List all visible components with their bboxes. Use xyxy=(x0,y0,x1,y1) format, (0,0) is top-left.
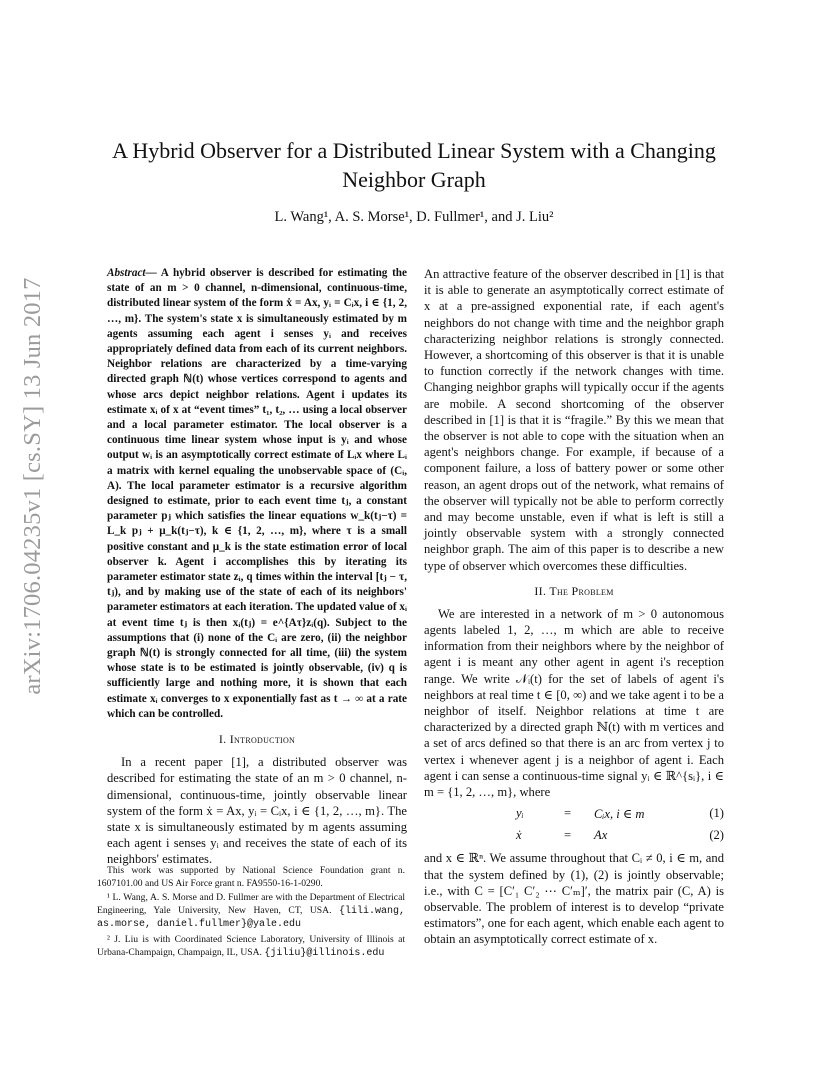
arxiv-watermark xyxy=(18,265,48,707)
equation-2-lhs: ẋ xyxy=(516,828,522,843)
author-list: L. Wang¹, A. S. Morse¹, D. Fullmer¹, and J. Liu² xyxy=(274,209,554,225)
problem-paragraph-continued: and x ∈ ℝⁿ. We assume throughout that Cᵢ ≠ 0, i ∈ m, and that the system defined by (1), (2) is jointly observable; i.e., with C = [C′₁ C′₂ ⋯ C′ₘ]′, the matrix pair (C, A) is observable. The problem of interest is to develop “private estimators”, one for each agent, which enable each agent to obtain an asymptotically correct estimate of x. xyxy=(424,851,724,947)
footnote-2-email: {jiliu}@illinois.edu xyxy=(264,947,385,959)
section-heading-problem: II. The Problem xyxy=(534,583,614,598)
abstract-text: — A hybrid observer is described for estimating the state of an m > 0 channel, n-dimensional, continuous-time, distributed linear system of the form ẋ = Ax, yᵢ = Cᵢx, i ∈ {1, 2, …, m}. The system's state x is simultaneously estimated by m agents assuming each agent i senses yᵢ and receives appropriately defined data from each of its current neighbors. Neighbor relations are characterized by a time-varying directed graph ℕ(t) whose vertices correspond to agents and whose arcs depict neighbor relations. Agent i updates its estimate xᵢ of x at “event times” t₁, t₂, … using a local observer and a local parameter estimator. The local observer is a continuous time linear system whose input is yᵢ and whose output wᵢ is an asymptotically correct estimate of Lᵢx where Lᵢ a matrix with kernel equaling the unobservable space of (Cᵢ, A). The local parameter estimator is a recursive algorithm designed to estimate, prior to each event time tⱼ, a constant parameter pⱼ which satisfies the linear equations w_k(tⱼ−τ) = L_k pⱼ + μ_k(tⱼ−τ), k ∈ {1, 2, …, m}, where τ is a small positive constant and μ_k is the state estimation error of local observer k. Agent i accomplishes this by iterating its parameter estimator state zᵢ, q times within the interval [tⱼ − τ, tⱼ), and by making use of the state of each of its neighbors' parameter estimators at each iteration. The updated value of xᵢ at event time tⱼ is then xᵢ(tⱼ) = e^{Aτ}zᵢ(q). Subject to the assumptions that (i) none of the Cᵢ are zero, (ii) the neighbor graph ℕ(t) is strongly connected for all time, (iii) the system whose state is to be estimated is jointly observable, (iv) q is sufficiently large and nothing more, it is shown that each estimate xᵢ converges to x exponentially fast as t → ∞ at a rate which can be controlled. xyxy=(107,267,407,720)
equation-2-op: = xyxy=(564,828,572,843)
abstract-lead: Abstract xyxy=(107,267,146,279)
equation-1-op: = xyxy=(564,806,572,821)
equation-2-rhs: Ax xyxy=(594,828,608,843)
footnote-1-email: {lili.wang, as.morse, daniel.fullmer}@yale.edu xyxy=(97,905,405,931)
equation-1-number: (1) xyxy=(709,806,724,821)
motivation-paragraph: An attractive feature of the observer described in [1] is that it is able to generate an asymptotically correct estimate of x at a pre-assigned exponential rate, if each agent's neighbors do not change with time and the neighbor graph characterizing neighbor relations is strongly connected. However, a shortcoming of this observer is that it is unable to function correctly if the network changes with time. Changing neighbor graphs will typically occur if the agents are mobile. A second shortcoming of the observer described in [1] is that it is “fragile.” By this we mean that the observer is not able to cope with the situation when an agent's neighbors change. For example, if because of a component failure, a loss of battery power or some other reason, an agent drops out of the network, what remains of the observer will typically not be able to perform correctly and may become unstable, even if what is left is still a jointly observable system with a strongly connected neighbor graph. The aim of this paper is to describe a new type of observer which overcomes these difficulties. xyxy=(424,267,724,573)
footnote-1 xyxy=(97,892,405,932)
footnotes xyxy=(97,865,405,962)
arxiv-id: arXiv:1706.04235v1 [cs.SY] 13 Jun 2017 xyxy=(19,277,46,695)
footnote-2-text: ² J. Liu is with Coordinated Science Laboratory, University of Illinois at Urbana-Champaign, Champaign, IL, USA. xyxy=(97,933,405,958)
right-column xyxy=(424,266,724,948)
introduction-paragraph: In a recent paper [1], a distributed observer was described for estimating the state of an m > 0 channel, n-dimensional, continuous-time, jointly observable linear system of the form ẋ = Ax, yᵢ = Cᵢx, i ∈ {1, 2, …, m}. The state x is simultaneously estimated by m agents assuming each agent i senses yᵢ and receives the state of each of its neighbors' estimates. xyxy=(107,755,407,867)
section-heading-introduction: I. Introduction xyxy=(218,732,296,747)
footnote-grant: This work was supported by National Science Foundation grant n. 1607101.00 and US Air Force grant n. FA9550-16-1-0290. xyxy=(97,865,405,889)
footnote-1-text: ¹ L. Wang, A. S. Morse and D. Fullmer are with the Department of Electrical Engineering, Yale University, New Haven, CT, USA. xyxy=(97,892,405,916)
footnote-2 xyxy=(97,934,405,960)
equation-1-lhs: yᵢ xyxy=(516,806,524,821)
equation-1 xyxy=(424,806,724,828)
abstract xyxy=(107,266,407,722)
equation-1-rhs: Cᵢx, i ∈ m xyxy=(594,807,645,822)
left-column xyxy=(107,266,407,868)
equation-2 xyxy=(424,828,724,850)
problem-paragraph: We are interested in a network of m > 0 autonomous agents labeled 1, 2, …, m which are able to receive information from their neighbors where by the neighbor of agent i is meant any other agent in agent i's reception range. We write 𝒩ᵢ(t) for the set of labels of agent i's neighbors at real time t ∈ [0, ∞) and we take agent i to be a neighbor of itself. Neighbor relations at time t are characterized by a directed graph ℕ(t) with m vertices and a set of arcs defined so that there is an arc from vertex j to vertex i whenever agent j is a neighbor of agent i. Each agent i can sense a continuous-time signal yᵢ ∈ ℝ^{sᵢ}, i ∈ m = {1, 2, …, m}, where xyxy=(424,606,724,800)
paper-title: A Hybrid Observer for a Distributed Linear System with a Changing Neighbor Graph xyxy=(112,138,716,192)
equation-2-number: (2) xyxy=(709,828,724,843)
